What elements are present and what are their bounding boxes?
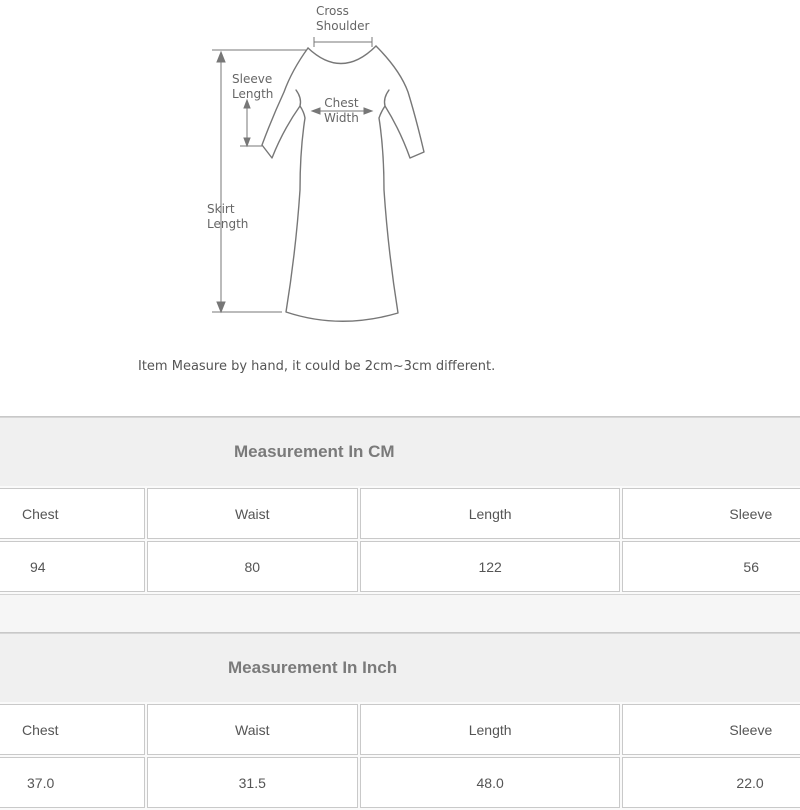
sleeve-header-cell: Sleeve <box>622 488 800 539</box>
chest-header-cell: Chest <box>0 488 145 539</box>
length-value-cell: 48.0 <box>360 757 621 808</box>
inch-table-section <box>0 632 800 810</box>
cm-table-header <box>0 417 800 486</box>
sleeve-value-cell: 22.0 <box>622 757 800 808</box>
table-row <box>0 541 800 592</box>
dress-body <box>262 46 424 321</box>
table-row <box>0 757 800 808</box>
inch-measurement-table <box>0 702 800 810</box>
inch-table-title: Measurement In Inch <box>228 658 398 677</box>
waist-value-cell: 31.5 <box>147 757 358 808</box>
dress-measurement-diagram <box>0 0 800 400</box>
dress-outline-drawing <box>0 0 800 400</box>
inch-table-header <box>0 633 800 702</box>
chest-value-cell: 37.0 <box>0 757 145 808</box>
table-row <box>0 704 800 755</box>
sleeve-header-cell: Sleeve <box>622 704 800 755</box>
length-value-cell: 122 <box>360 541 621 592</box>
waist-header-cell: Waist <box>147 488 358 539</box>
chest-value-cell: 94 <box>0 541 145 592</box>
measurement-note: Item Measure by hand, it could be 2cm~3cm different. <box>138 359 496 374</box>
waist-header-cell: Waist <box>147 704 358 755</box>
cm-measurement-table <box>0 486 800 594</box>
cm-table-section <box>0 416 800 633</box>
table-spacer <box>0 594 800 633</box>
cm-table-title: Measurement In CM <box>234 442 395 461</box>
skirt-length-label: Skirt Length <box>207 202 249 231</box>
chest-header-cell: Chest <box>0 704 145 755</box>
sleeve-value-cell: 56 <box>622 541 800 592</box>
length-header-cell: Length <box>360 488 621 539</box>
dress-neckline <box>308 46 376 64</box>
right-sleeve-seam <box>385 90 390 106</box>
left-sleeve-seam <box>296 90 301 106</box>
waist-value-cell: 80 <box>147 541 358 592</box>
cross-shoulder-label: Cross Shoulder <box>316 4 370 33</box>
chest-width-label: Chest Width <box>324 96 359 125</box>
length-header-cell: Length <box>360 704 621 755</box>
table-row <box>0 488 800 539</box>
sleeve-length-label: Sleeve Length <box>232 72 274 101</box>
